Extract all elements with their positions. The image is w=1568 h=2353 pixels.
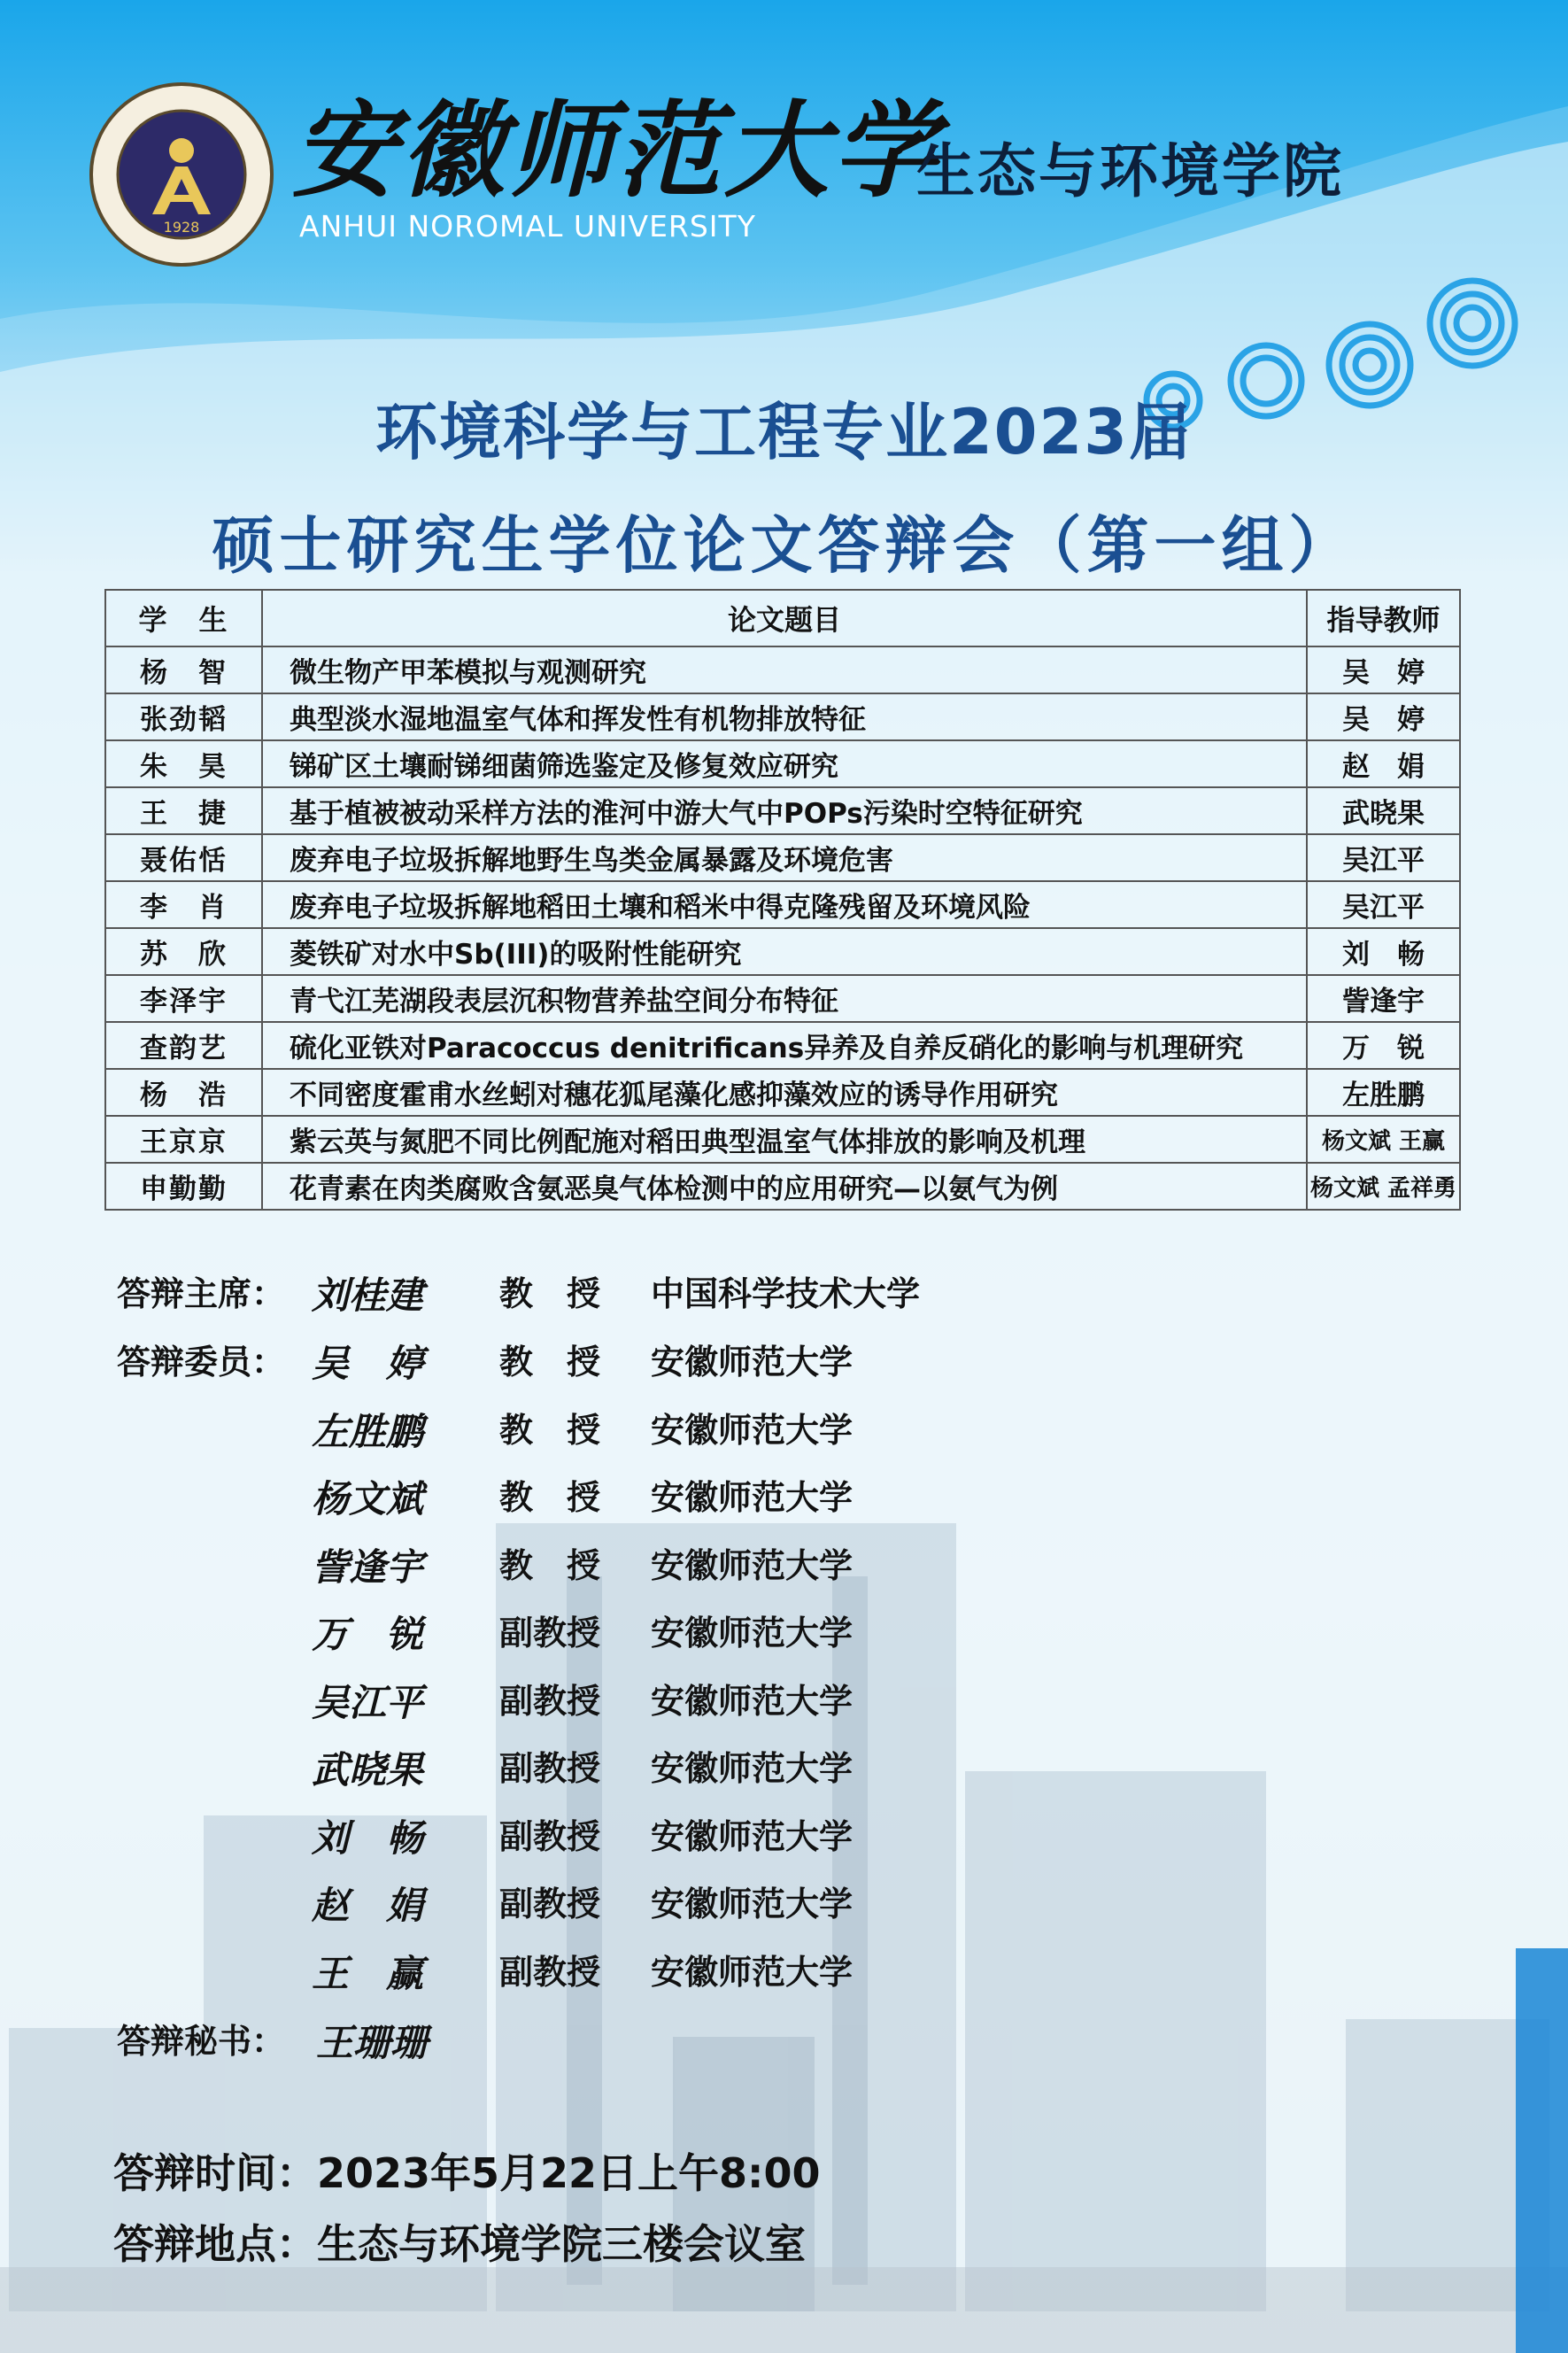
defense-time: 答辩时间：2023年5月22日上午8:00 [113,2149,821,2197]
student-name: 张劲韬 [105,693,262,740]
table-row [105,646,1460,693]
member-name: 吴 婷 [312,1342,424,1385]
member-name: 刘 畅 [312,1816,424,1860]
seal-year: 1928 [163,219,200,236]
advisor-name: 武晓果 [1307,787,1460,834]
thesis-title: 锑矿区土壤耐锑细菌筛选鉴定及修复效应研究 [262,740,1307,787]
student-name: 李 肖 [105,881,262,928]
committee-member-row [117,1877,1091,1927]
student-name: 王京京 [105,1116,262,1163]
thesis-table [104,589,1461,1211]
defense-place: 答辩地点：生态与环境学院三楼会议室 [113,2220,806,2268]
thesis-title: 基于植被被动采样方法的淮河中游大气中POPs污染时空特征研究 [262,787,1307,834]
student-name: 李泽宇 [105,975,262,1022]
secretary-label: 答辩秘书： [117,2022,286,2061]
table-header-row [105,590,1460,646]
college-name: 生态与环境学院 [916,137,1344,205]
thesis-title: 紫云英与氮肥不同比例配施对稻田典型温室气体排放的影响及机理 [262,1116,1307,1163]
student-name: 王 捷 [105,787,262,834]
advisor-name: 万 锐 [1307,1022,1460,1069]
thesis-title: 花青素在肉类腐败含氨恶臭气体检测中的应用研究—以氨气为例 [262,1163,1307,1210]
student-name: 申勤勤 [105,1163,262,1210]
page-title-line1: 环境科学与工程专业2023届 [375,396,1193,468]
committee-member-row [117,1809,1091,1860]
member-org: 安徽师范大学 [651,1885,854,1923]
header-thesis: 论文题目 [262,590,1307,646]
member-name: 左胜鹏 [312,1410,424,1453]
thesis-title: 不同密度霍甫水丝蚓对穗花狐尾藻化感抑藻效应的诱导作用研究 [262,1069,1307,1116]
committee-member-row [117,1538,1091,1589]
thesis-title: 微生物产甲苯模拟与观测研究 [262,646,1307,693]
member-name: 万 锐 [312,1613,424,1656]
member-name: 赵 娟 [312,1884,424,1927]
member-org: 安徽师范大学 [651,1343,854,1382]
committee-member-row [117,1403,1091,1453]
advisor-name: 左胜鹏 [1307,1069,1460,1116]
table-row [105,834,1460,881]
members-label: 答辩委员： [117,1343,286,1382]
member-org: 安徽师范大学 [651,1953,854,1992]
member-org: 安徽师范大学 [651,1478,854,1517]
student-name: 查韵艺 [105,1022,262,1069]
chair-name: 刘桂建 [312,1273,424,1317]
table-row [105,1163,1460,1210]
committee-member-row [117,1606,1091,1656]
advisor-name: 刘 畅 [1307,928,1460,975]
advisor-name: 杨文斌 王赢 [1307,1116,1460,1163]
university-name-cn: 安徽师范大学 [292,89,941,212]
chair-title: 教 授 [499,1274,601,1313]
committee-member-row [117,1470,1091,1521]
member-title: 副教授 [499,1817,601,1856]
member-name: 杨文斌 [312,1477,424,1521]
student-name: 聂佑恬 [105,834,262,881]
committee-secretary-row [117,2014,1091,2064]
student-name: 朱 昊 [105,740,262,787]
member-title: 教 授 [499,1343,601,1382]
member-name: 王 赢 [312,1952,424,1995]
table-row [105,740,1460,787]
page-title-line2: 硕士研究生学位论文答辩会（第一组） [212,509,1356,582]
member-title: 副教授 [499,1614,601,1653]
member-name: 訾逢宇 [312,1545,424,1589]
student-name: 苏 欣 [105,928,262,975]
member-org: 安徽师范大学 [651,1546,854,1585]
member-name: 吴江平 [312,1681,424,1724]
member-org: 安徽师范大学 [651,1411,854,1450]
advisor-name: 赵 娟 [1307,740,1460,787]
member-org: 安徽师范大学 [651,1614,854,1653]
thesis-title: 废弃电子垃圾拆解地稻田土壤和稻米中得克隆残留及环境风险 [262,881,1307,928]
member-title: 副教授 [499,1885,601,1923]
header-student: 学 生 [105,590,262,646]
table-row [105,787,1460,834]
member-title: 副教授 [499,1953,601,1992]
chair-label: 答辩主席： [117,1274,286,1313]
member-title: 副教授 [499,1749,601,1788]
thesis-title: 硫化亚铁对Paracoccus denitrificans异养及自养反硝化的影响与机理研究 [262,1022,1307,1069]
advisor-name: 訾逢宇 [1307,975,1460,1022]
table-row [105,693,1460,740]
advisor-name: 吴 婷 [1307,693,1460,740]
member-title: 教 授 [499,1478,601,1517]
thesis-title: 典型淡水湿地温室气体和挥发性有机物排放特征 [262,693,1307,740]
member-org: 安徽师范大学 [651,1749,854,1788]
secretary-name: 王珊珊 [316,2021,429,2064]
committee-member-row [117,1945,1091,1995]
member-org: 安徽师范大学 [651,1817,854,1856]
table-row [105,1069,1460,1116]
table-row [105,881,1460,928]
advisor-name: 吴 婷 [1307,646,1460,693]
member-name: 武晓果 [312,1748,424,1792]
advisor-name: 吴江平 [1307,834,1460,881]
committee-member-row [117,1674,1091,1724]
advisor-name: 吴江平 [1307,881,1460,928]
committee-chair-row [117,1266,1091,1317]
table-row [105,928,1460,975]
student-name: 杨 浩 [105,1069,262,1116]
committee-member-row [117,1741,1091,1792]
advisor-name: 杨文斌 孟祥勇 [1307,1163,1460,1210]
member-title: 教 授 [499,1411,601,1450]
member-title: 副教授 [499,1682,601,1721]
university-name-en: ANHUI NOROMAL UNIVERSITY [299,209,756,244]
header-advisor: 指导教师 [1307,590,1460,646]
table-row [105,975,1460,1022]
university-seal-logo [89,81,274,267]
table-row [105,1116,1460,1163]
student-name: 杨 智 [105,646,262,693]
thesis-title: 青弋江芜湖段表层沉积物营养盐空间分布特征 [262,975,1307,1022]
member-title: 教 授 [499,1546,601,1585]
member-org: 安徽师范大学 [651,1682,854,1721]
committee-member-row [117,1335,1091,1385]
chair-org: 中国科学技术大学 [651,1274,921,1313]
thesis-title: 菱铁矿对水中Sb(III)的吸附性能研究 [262,928,1307,975]
table-row [105,1022,1460,1069]
thesis-title: 废弃电子垃圾拆解地野生鸟类金属暴露及环境危害 [262,834,1307,881]
